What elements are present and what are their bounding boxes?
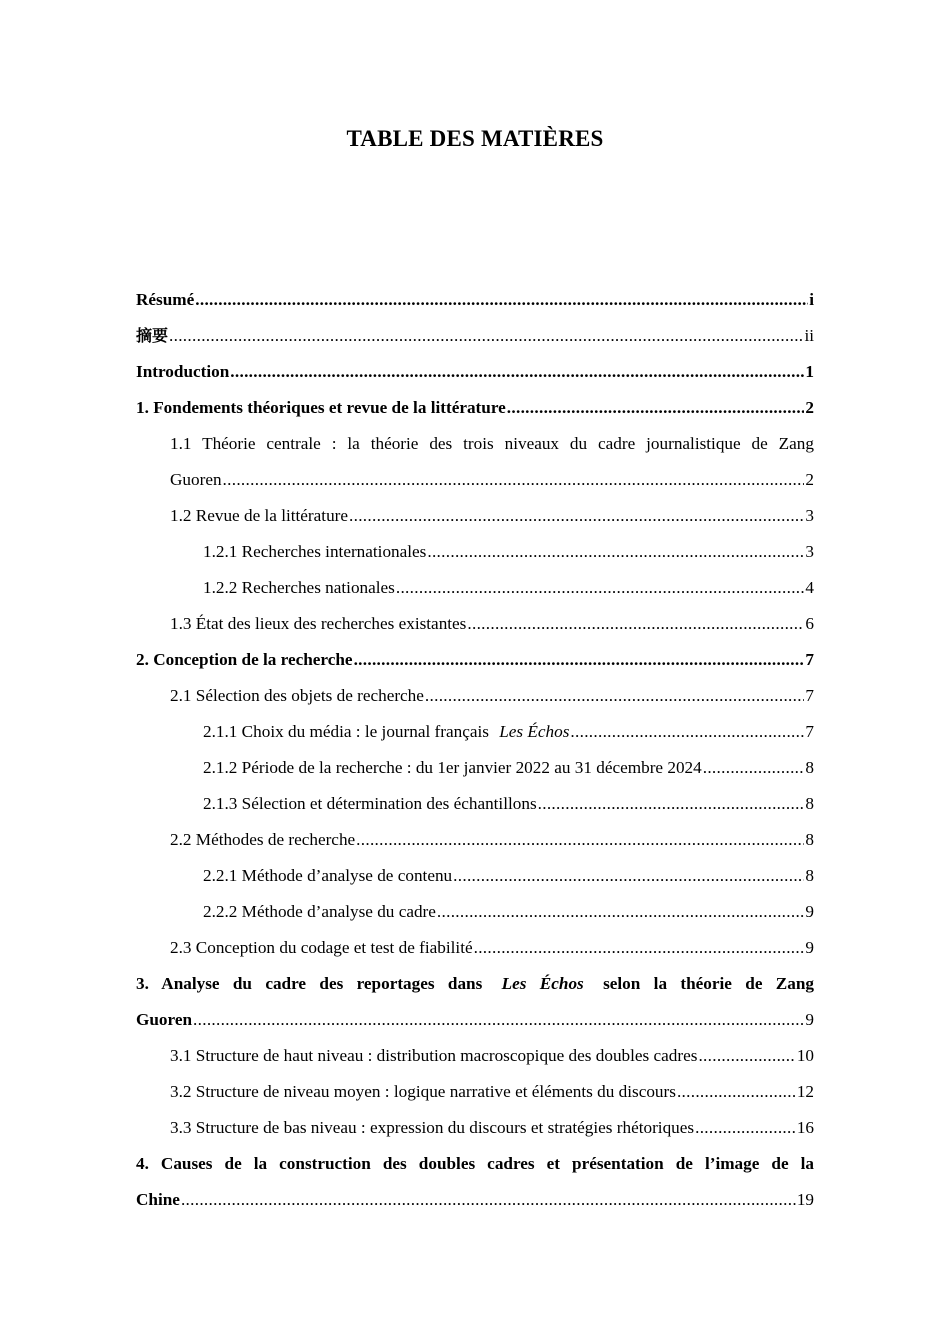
- toc-entry-label: 2.2 Méthodes de recherche: [170, 830, 356, 849]
- dot-leader: [453, 858, 804, 894]
- dot-leader: [437, 894, 805, 930]
- media-title: Les Échos: [499, 722, 570, 741]
- dot-leader: [425, 678, 805, 714]
- toc-entry-label-continued: Guoren: [170, 470, 222, 489]
- toc-page-number: 7: [805, 650, 814, 669]
- toc-entry-label: 1.2 Revue de la littérature: [170, 506, 349, 525]
- toc-entry-label: 3. Analyse du cadre des reportages dans: [136, 974, 496, 993]
- dot-leader: [538, 786, 805, 822]
- toc-entry-2-1-3[interactable]: [136, 786, 814, 822]
- toc-page-number: 2: [805, 398, 814, 417]
- dot-leader: [349, 498, 804, 534]
- toc-page-number: 8: [805, 830, 814, 849]
- toc-entry-1-2-2[interactable]: [136, 570, 814, 606]
- toc-entry-1-1-line2[interactable]: [136, 462, 814, 498]
- dot-leader: [677, 1074, 796, 1110]
- toc-entry-2-1-1[interactable]: [136, 714, 814, 750]
- dot-leader: [193, 1002, 804, 1038]
- toc-entry-1-1-line1[interactable]: [136, 426, 814, 462]
- toc-entry-label: 1.2.2 Recherches nationales: [203, 578, 395, 597]
- toc-entry-2-2-2[interactable]: [136, 894, 814, 930]
- toc-entry-resume[interactable]: [136, 282, 814, 318]
- toc-page-number: 8: [805, 794, 814, 813]
- toc-entry-chapter-1[interactable]: [136, 390, 814, 426]
- toc-entry-label-continued: Chine: [136, 1190, 180, 1209]
- dot-leader: [570, 714, 804, 750]
- toc-entry-3-3[interactable]: [136, 1110, 814, 1146]
- toc-entry-chapter-2[interactable]: [136, 642, 814, 678]
- toc-entry-label: 3.2 Structure de niveau moyen : logique narrative et éléments du discours: [170, 1082, 676, 1101]
- media-title: Les Échos: [501, 974, 584, 993]
- toc-entry-label: 1.3 État des lieux des recherches existantes: [170, 614, 467, 633]
- dot-leader: [698, 1038, 795, 1074]
- toc-entry-label: Résumé: [136, 290, 195, 309]
- toc-page-number: 9: [805, 938, 814, 957]
- toc-page-number: 1: [805, 362, 814, 381]
- toc-entry-label: 2.2.2 Méthode d’analyse du cadre: [203, 902, 436, 921]
- toc-page-number: 16: [796, 1118, 814, 1137]
- toc-page-number: 10: [796, 1046, 814, 1065]
- toc-entry-introduction[interactable]: [136, 354, 814, 390]
- toc-page-number: 12: [796, 1082, 814, 1101]
- toc-entry-label-continued: Guoren: [136, 1010, 193, 1029]
- toc-entry-2-1-2[interactable]: [136, 750, 814, 786]
- page-title: TABLE DES MATIÈRES: [346, 126, 604, 151]
- dot-leader: [169, 318, 803, 354]
- toc-entry-label: 4. Causes de la construction des doubles cadres et présentation de l’image de la: [136, 1154, 814, 1173]
- dot-leader: [354, 642, 805, 678]
- dot-leader: [474, 930, 805, 966]
- toc-page-number: 8: [805, 758, 814, 777]
- dot-leader: [223, 462, 805, 498]
- toc-entry-label-text: selon la théorie de Zang: [589, 974, 814, 993]
- toc-entry-chapter-3-line2[interactable]: [136, 1002, 814, 1038]
- dot-leader: [230, 354, 804, 390]
- toc-page-number: 9: [805, 1010, 814, 1029]
- toc-entry-1-3[interactable]: [136, 606, 814, 642]
- toc-page-number: 8: [805, 866, 814, 885]
- toc-page-number: ii: [804, 326, 814, 345]
- toc-entry-chapter-3-line1[interactable]: [136, 966, 814, 1002]
- toc-entry-label: 2.2.1 Méthode d’analyse de contenu: [203, 866, 453, 885]
- dot-leader: [396, 570, 805, 606]
- toc-entry-label: 3.1 Structure de haut niveau : distribution macroscopique des doubles cadres: [170, 1046, 698, 1065]
- toc-page-number: 7: [805, 722, 814, 741]
- toc-page-number: 7: [805, 686, 814, 705]
- toc-entry-2-1[interactable]: [136, 678, 814, 714]
- toc-entry-2-3[interactable]: [136, 930, 814, 966]
- toc-entry-3-1[interactable]: [136, 1038, 814, 1074]
- toc-page-number: 2: [805, 470, 814, 489]
- toc-entry-chapter-4-line1[interactable]: [136, 1146, 814, 1182]
- toc-page-number: 19: [796, 1190, 814, 1209]
- toc-entry-2-2[interactable]: [136, 822, 814, 858]
- toc-entry-1-2[interactable]: [136, 498, 814, 534]
- toc-entry-2-2-1[interactable]: [136, 858, 814, 894]
- dot-leader: [181, 1182, 796, 1218]
- toc-entry-label: 2.1.2 Période de la recherche : du 1er janvier 2022 au 31 décembre 2024: [203, 758, 702, 777]
- dot-leader: [507, 390, 805, 426]
- toc-entry-label: 1. Fondements théoriques et revue de la littérature: [136, 398, 506, 417]
- toc-page-number: 6: [805, 614, 814, 633]
- toc-page-number: 3: [805, 542, 814, 561]
- toc-page-number: i: [809, 290, 814, 309]
- dot-leader: [695, 1110, 796, 1146]
- toc-entry-label: 2.1.3 Sélection et détermination des échantillons: [203, 794, 537, 813]
- toc-entry-label: Introduction: [136, 362, 230, 381]
- dot-leader: [195, 282, 808, 318]
- toc-entry-label: 3.3 Structure de bas niveau : expression du discours et stratégies rhétoriques: [170, 1118, 695, 1137]
- toc-entry-label: 2. Conception de la recherche: [136, 650, 353, 669]
- toc-entry-label-text: 2.1.1 Choix du média : le journal français: [203, 722, 494, 741]
- toc-entry-3-2[interactable]: [136, 1074, 814, 1110]
- toc-entry-label: 摘要: [136, 326, 169, 345]
- toc-entry-label: 1.2.1 Recherches internationales: [203, 542, 427, 561]
- toc-entry-label: 2.1 Sélection des objets de recherche: [170, 686, 424, 705]
- toc-page-number: 4: [805, 578, 814, 597]
- toc-page-number: 3: [805, 506, 814, 525]
- dot-leader: [427, 534, 804, 570]
- toc-entry-label: 2.3 Conception du codage et test de fiabilité: [170, 938, 473, 957]
- toc-entry-label: [203, 714, 569, 750]
- dot-leader: [467, 606, 804, 642]
- dot-leader: [703, 750, 805, 786]
- toc-entry-1-2-1[interactable]: [136, 534, 814, 570]
- toc-entry-chapter-4-line2[interactable]: [136, 1182, 814, 1218]
- dot-leader: [356, 822, 804, 858]
- toc-page-number: 9: [805, 902, 814, 921]
- toc-entry-chinese-abstract[interactable]: [136, 318, 814, 354]
- table-of-contents: [136, 282, 814, 1218]
- toc-entry-label: 1.1 Théorie centrale : la théorie des trois niveaux du cadre journalistique de Zang: [170, 434, 814, 453]
